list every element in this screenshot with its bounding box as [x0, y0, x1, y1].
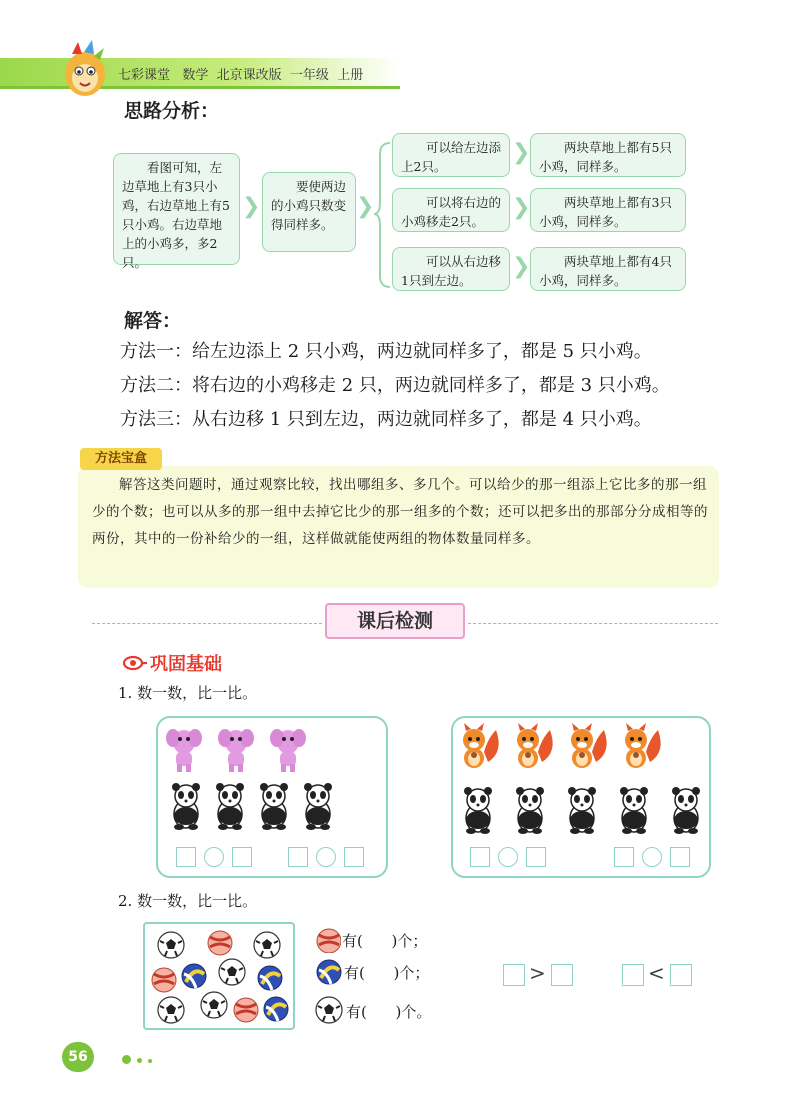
panda-icon — [300, 780, 336, 832]
section-title: 课后检测 — [325, 603, 465, 639]
divider-left — [92, 623, 322, 624]
arrow-right-icon: ❯ — [242, 194, 261, 219]
answer-line-2: 方法二：将右边的小鸡移走 2 只，两边就同样多了，都是 3 只小鸡。 — [120, 375, 670, 396]
count-soccer-ball: 有( )个。 — [346, 1003, 432, 1021]
beach-ball-icon — [150, 966, 178, 994]
dot-decoration — [122, 1055, 131, 1064]
result-text-2: 两块草地上都有3只小鸡，同样多。 — [539, 195, 672, 229]
soccer-ball-icon — [218, 958, 246, 986]
compare-circle[interactable] — [316, 847, 336, 867]
dot-decoration — [137, 1058, 142, 1063]
volleyball-icon — [256, 964, 284, 992]
panda-icon — [460, 784, 496, 836]
tip-label: 方法宝盒 — [80, 448, 162, 470]
soccer-ball-icon — [157, 931, 185, 959]
method-text-2: 可以将右边的小鸡移走2只。 — [401, 195, 502, 229]
analysis-start-text: 看图可知，左边草地上有3只小鸡，右边草地上有5只小鸡。右边草地上的小鸡多，多2只。 — [122, 160, 230, 270]
arrow-right-icon: ❯ — [512, 195, 531, 220]
arrow-right-icon: ❯ — [512, 254, 531, 279]
subsection-title: 巩固基础 — [150, 654, 222, 675]
answer-line-3: 方法三：从右边移 1 只到左边，两边就同样多了，都是 4 只小鸡。 — [120, 409, 652, 430]
greater-than-sign: > — [529, 961, 546, 985]
brace-icon — [372, 140, 394, 290]
page-number: 56 — [62, 1042, 94, 1072]
squirrel-icon — [620, 722, 668, 774]
elephant-icon — [218, 720, 254, 774]
beach-ball-icon — [232, 996, 260, 1024]
volleyball-icon — [315, 958, 343, 986]
answer-box[interactable] — [551, 964, 573, 986]
answer-box[interactable] — [344, 847, 364, 867]
method-box-1 — [392, 133, 510, 177]
arrow-right-icon: ❯ — [512, 140, 531, 165]
method-box-2 — [392, 188, 510, 232]
method-box-3 — [392, 247, 510, 291]
arrow-right-icon: ❯ — [356, 194, 375, 219]
result-text-1: 两块草地上都有5只小鸡，同样多。 — [539, 140, 672, 174]
soccer-ball-icon — [157, 996, 185, 1024]
volleyball-icon — [180, 962, 208, 990]
panda-icon — [168, 780, 204, 832]
panda-icon — [212, 780, 248, 832]
q1-prompt: 1. 数一数，比一比。 — [118, 684, 258, 702]
answer-box[interactable] — [232, 847, 252, 867]
beach-ball-icon — [315, 927, 341, 953]
mascot-icon — [54, 38, 116, 100]
soccer-ball-icon — [315, 996, 345, 1026]
method-text-3: 可以从右边移1只到左边。 — [401, 254, 502, 288]
answer-box[interactable] — [503, 964, 525, 986]
method-text-1: 可以给左边添上2只。 — [401, 140, 502, 174]
analysis-start-box — [113, 153, 240, 270]
answer-box[interactable] — [622, 964, 644, 986]
result-text-3: 两块草地上都有4只小鸡，同样多。 — [539, 254, 672, 288]
beach-ball-icon — [206, 929, 234, 957]
soccer-ball-icon — [253, 931, 281, 959]
analysis-goal-box — [262, 172, 356, 252]
soccer-ball-icon — [200, 991, 228, 1019]
squirrel-icon — [566, 722, 614, 774]
answer-box[interactable] — [670, 964, 692, 986]
count-beach-ball: 有( )个； — [342, 932, 428, 950]
panda-icon — [256, 780, 292, 832]
compare-circle[interactable] — [642, 847, 662, 867]
analysis-title: 思路分析： — [124, 100, 220, 122]
answer-box[interactable] — [670, 847, 690, 867]
count-volleyball: 有( )个； — [344, 964, 430, 982]
squirrel-icon — [458, 722, 506, 774]
panda-icon — [512, 784, 548, 836]
panda-icon — [616, 784, 652, 836]
eye-icon — [122, 654, 148, 672]
volleyball-icon — [262, 995, 290, 1023]
answer-box[interactable] — [614, 847, 634, 867]
compare-circle[interactable] — [204, 847, 224, 867]
answer-line-1: 方法一：给左边添上 2 只小鸡，两边就同样多了，都是 5 只小鸡。 — [120, 341, 652, 362]
answer-box[interactable] — [470, 847, 490, 867]
answer-box[interactable] — [176, 847, 196, 867]
divider-right — [468, 623, 718, 624]
result-box-1 — [530, 133, 686, 177]
result-box-2 — [530, 188, 686, 232]
panda-icon — [564, 784, 600, 836]
tip-text: 解答这类问题时，通过观察比较，找出哪组多、多几个。可以给少的那一组添上它比多的那一组少的个数；也可以从多的那一组中去掉它比少的那一组多的个数；还可以把多出的那部分分成相等的两份，其中的一份补给少的一组，这样做就能使两组的物体数量同样多。 — [92, 477, 708, 547]
result-box-3 — [530, 247, 686, 291]
answer-box[interactable] — [288, 847, 308, 867]
squirrel-icon — [512, 722, 560, 774]
less-than-sign: < — [648, 961, 665, 985]
panda-icon — [668, 784, 704, 836]
elephant-icon — [270, 720, 306, 774]
header-title: 七彩课堂 数学 北京课改版 一年级 上册 — [118, 68, 364, 83]
answer-box[interactable] — [526, 847, 546, 867]
compare-circle[interactable] — [498, 847, 518, 867]
answer-title: 解答： — [124, 310, 182, 332]
elephant-icon — [166, 720, 202, 774]
analysis-goal-text: 要使两边的小鸡只数变得同样多。 — [271, 179, 347, 232]
dot-decoration — [148, 1059, 152, 1063]
q2-prompt: 2. 数一数，比一比。 — [118, 892, 258, 910]
